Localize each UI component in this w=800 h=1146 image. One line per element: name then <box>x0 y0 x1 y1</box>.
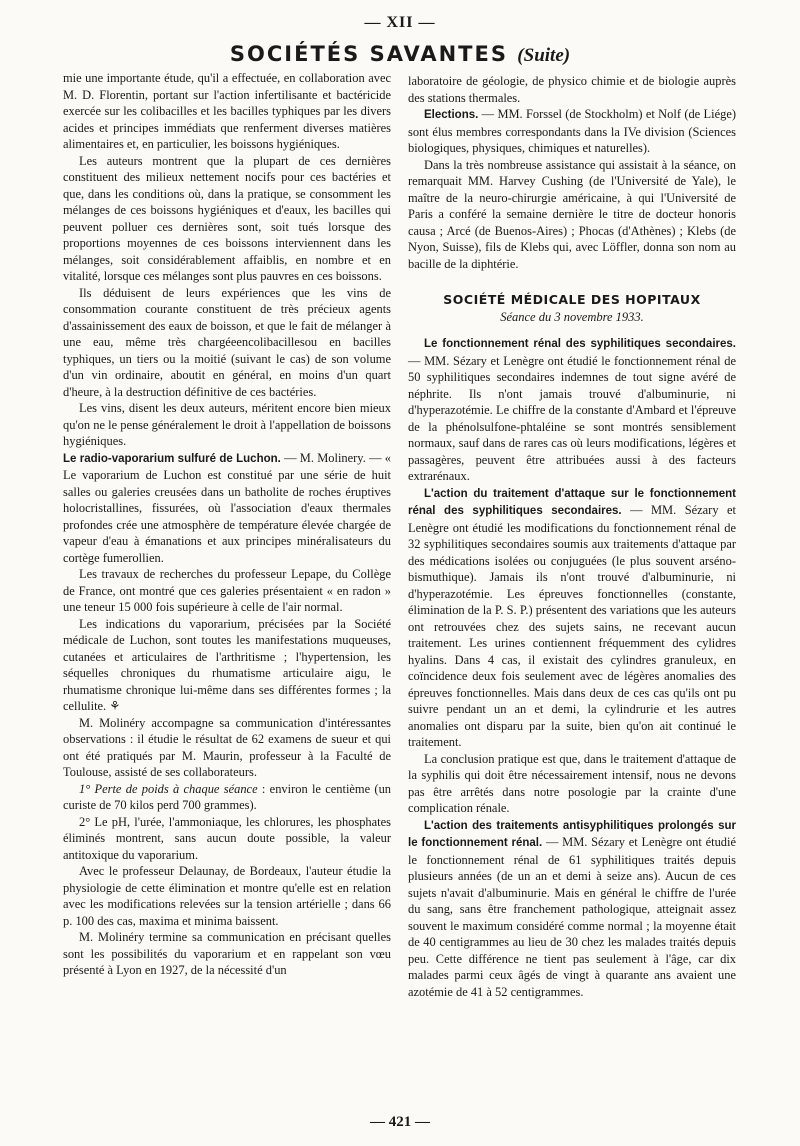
paragraph <box>408 106 736 157</box>
page-roman-numeral: — XII — <box>364 14 436 31</box>
article-heading: Le fonctionnement rénal des syphilitiques secondaires. <box>424 338 736 350</box>
session-date: Séance du 3 novembre 1933. <box>500 309 644 324</box>
list-lead: 1° Perte de poids à chaque séance <box>79 781 258 796</box>
paragraph: M. Molinéry accompagne sa communication d'intéressantes observations : il étudie le résultat de 62 examens de sueur et qui ont été pratiqués par M. Maurin, professeur à la Faculté de Toulouse, assisté de ses collaborateurs. <box>63 715 391 779</box>
paragraph: La conclusion pratique est que, dans le traitement d'attaque de la syphilis qui doit être nécessairement intensif, nous ne devons pas être arrêtés dans notre posologie par la crainte d'une complication rénale. <box>408 751 736 815</box>
page-title <box>0 42 800 67</box>
article-body: — MM. Sézary et Lenègre ont étudié le fonctionnement rénal de 61 syphilitiques traités depuis plusieurs années (de un an et demi à seize ans). Aucun de ces sujets n'avait d'albuminurie. Mais en général le chiffre de l'urée du sang, sans être franchement pathologique, atteignait assez souvent le maximum considéré comme normal ; la moyenne était de 40 centigrammes au lieu de 30 chez les malades traités depuis peu. Cette différence ne tient pas seulement à l'âge, car dix malades parmi ceux âgés de vingt à quarante ans avaient une azotémie de 41 à 52 centigrammes. <box>408 835 736 999</box>
article-heading: Le radio-vaporarium sulfuré de Luchon. <box>63 452 281 465</box>
list-body: : environ le centième (un curiste de 70 kilos perd 700 grammes). <box>63 781 392 812</box>
page-number: — 421 — <box>370 1114 430 1130</box>
article-heading: L'action des traitements antisyphilitiques prolongés sur le fonctionnement rénal. <box>408 819 736 849</box>
section-title-suite: (Suite) <box>517 45 571 66</box>
paragraph: Les vins, disent les deux auteurs, méritent encore bien mieux qu'on ne le pense généralement le droit à l'appellation de boissons hygiéniques. <box>63 401 391 448</box>
article-body: — MM. Forssel (de Stockholm) et Nolf (de Liége) sont élus membres correspondants dans la IVe division (Sciences biologiques, physiques, chimiques et naturelles). <box>408 107 736 155</box>
right-column <box>408 73 736 1000</box>
article-author: — M. Molinery. <box>284 450 366 465</box>
paragraph <box>63 450 391 567</box>
article-body: — « Le vaporarium de Luchon est constitué par une série de huit salles ou galeries creusées dans un batholite de roches éruptives holocristallines, fissurées, où l'association d'eaux thermales profondes crée une atmosphère de température élevée chargée de vapeur d'eau à émanations et aux principes minéralisateurs du cortège fumerollien. <box>63 450 392 565</box>
left-column <box>63 70 391 979</box>
paragraph <box>408 817 736 1001</box>
paragraph: M. Molinéry termine sa communication en précisant quelles sont les possibilités du vaporarium et en rappelant son vœu présenté à Lyon en 1927, de la nécessité d'un <box>63 930 391 977</box>
paragraph <box>63 781 391 814</box>
paragraph <box>408 335 736 485</box>
paragraph: Les travaux de recherches du professeur Lepape, du Collège de France, ont montré que ces galeries présentaient « en radon » une teneur 15 000 fois supérieure à celle de l'air normal. <box>63 567 391 614</box>
paragraph: Les auteurs montrent que la plupart de ces dernières constituent des milieux nettement nocifs pour ces bactéries et que, dans les conditions où, dans la pratique, se consomment les mélanges de ces boissons hygiéniques et d'eaux, les bacilles qui peuvent polluer ces dernières sont, soit tués lorsque des proportions moyennes de ces boissons interviennent dans les mélanges, soit considérablement affaiblis, en nombre et en vitalité, lorsque ces mélanges sont plus pauvres en ces boissons. <box>63 153 391 283</box>
article-body: — MM. Sézary et Lenègre ont étudié les modifications du fonctionnement rénal de 32 syphilitiques secondaires soumis aux traitements d'attaque par des médications isolées ou conjuguées (le plus souvent arséno-bismuthique). Jamais ils n'ont trouvé d'albuminurie, ni d'hyperazotémie. Les épreuves fonctionnelles (constante, élimination de la P. S. P.) présentent des variations que les auteurs ont retrouvées chez des sujets sains, ne recevant aucun traitement. Les urines contiennent fréquemment des cylidres hyalins. Dans 4 cas, il existait des cylindres granuleux, en coïncidence deux fois seulement avec de légères anomalies des épreuves fonctionnelles. Mais dans deux de ces cas qu'ils ont pu suivre pendant un an et demi, la cylindrurie et les autres anomalies ont disparu par la suite, bien qu'on ait continué le traitement. <box>408 503 736 749</box>
paragraph: laboratoire de géologie, de physico chimie et de biologie auprès des stations thermales. <box>408 74 736 105</box>
paragraph <box>408 485 736 751</box>
paragraph: Dans la très nombreuse assistance qui assistait à la séance, on remarquait MM. Harvey Cushing (de l'Université de Yale), le maître de la neuro-chirurgie américaine, à qui l'Université de Paris a conféré la semaine dernière le titre de docteur honoris causa ; Arcé (de Buenos-Aires) ; Phocas (d'Athènes) ; Klebs (de Nyon, Suisse), fils de Klebs qui, avec Löffler, donna son nom au bacille de la diphtérie. <box>408 157 736 271</box>
paragraph: Les indications du vaporarium, précisées par la Société médicale de Luchon, sont toutes les manifestations muqueuses, cutanées et articulaires de l'arthritisme ; l'hypertension, les séquelles chroniques du rhumatisme articulaire aigu, le rhumatisme chronique lui-même dans ses différentes formes ; la cellulite. ⚘ <box>63 616 391 713</box>
society-heading: SOCIÉTÉ MÉDICALE DES HOPITAUX <box>443 292 701 307</box>
article-heading: Elections. <box>424 109 479 121</box>
paragraph: Avec le professeur Delaunay, de Bordeaux, l'auteur étudie la physiologie de cette élimination et montre qu'elle est en relation avec les modifications relevées sur la tension artérielle ; dans 66 p. 100 des cas, maxima et minima baissent. <box>63 864 391 928</box>
section-title-main: SOCIÉTÉS SAVANTES <box>229 42 508 66</box>
paragraph: 2° Le pH, l'urée, l'ammoniaque, les chlorures, les phosphates éliminés montrent, sans aucun doute possible, la valeur antitoxique du vaporarium. <box>63 814 391 862</box>
paragraph: mie une importante étude, qu'il a effectuée, en collaboration avec M. D. Florentin, portant sur l'action infertilisante et bactéricide exercée sur les colibacilles et les bacilles typhiques par les divers acides et principes immédiats que renferment diverses matières alimentaires et, en particulier, les boissons hygiéniques. <box>63 71 391 151</box>
article-body: — MM. Sézary et Lenègre ont étudié le fonctionnement rénal de 50 syphilitiques secondaires indemnes de tout signe avéré de néphrite. Ils n'ont jamais trouvé d'albuminurie, ni d'hyperazotémie. Le chiffre de la constante d'Ambard et l'épreuve de la phénolsulfone-phtaléine se sont montrés sensiblement normaux, sauf dans de rares cas où leurs modifications, légères et passagères, peuvent être attribuées aussi à des facteurs extrarénaux. <box>408 353 736 483</box>
paragraph: Ils déduisent de leurs expériences que les vins de consommation courante constituent de très précieux agents d'assainissement des eaux de boisson, et que le fait de mélanger à une eau, même très chargéeencolibacillesou en bacilles typhiques, un tiers ou la moitié (suivant le cas) de son volume d'un vin ordinaire, aboutit en général, en moins d'un quart d'heure, à la destruction définitive de ces bactéries. <box>63 285 391 399</box>
article-heading: L'action du traitement d'attaque sur le fonctionnement rénal des syphilitiques secondaires. <box>408 487 736 517</box>
